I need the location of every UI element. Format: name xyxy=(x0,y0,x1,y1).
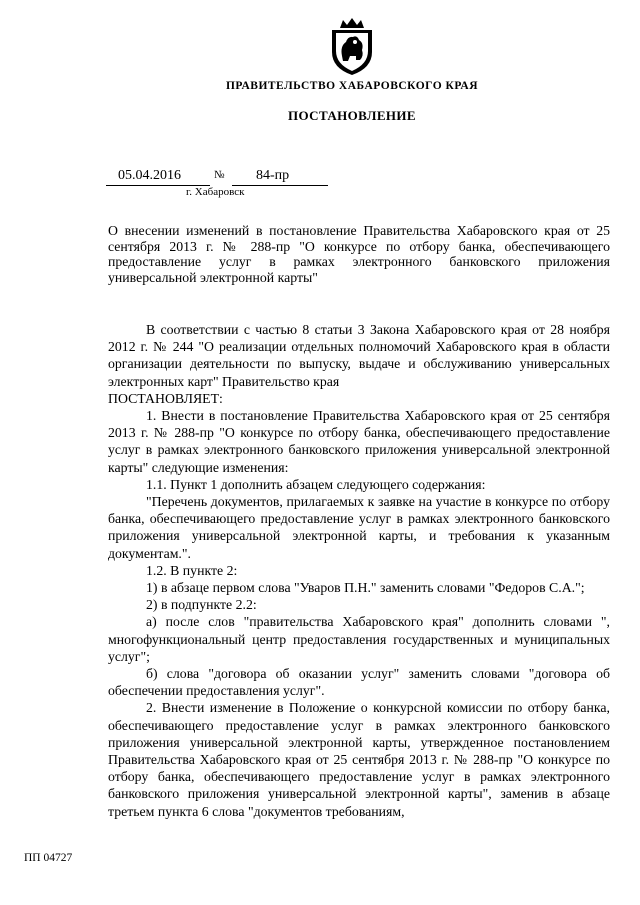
government-title: ПРАВИТЕЛЬСТВО ХАБАРОВСКОГО КРАЯ xyxy=(225,80,479,92)
date-number-line xyxy=(106,166,346,186)
document-type: ПОСТАНОВЛЕНИЕ xyxy=(287,108,417,123)
paragraph: В соответствии с частью 8 статьи 3 Закона Хабаровского края от 28 ноября 2012 г. № 244 "О реализации отдельных полномочий Хабаровского края в области организации деятельности по выпуску, выдаче и обслуживанию универсальных электронных карт" Правительство края xyxy=(108,322,610,389)
paragraph: 1) в абзаце первом слова "Уваров П.Н." заменить словами "Федоров С.А."; xyxy=(146,580,585,596)
paragraph: 1.2. В пункте 2: xyxy=(146,562,238,578)
paragraph: 2) в подпункте 2.2: xyxy=(146,597,257,613)
number-sign: № xyxy=(214,169,225,181)
paragraph: "Перечень документов, прилагаемых к заявке на участие в конкурсе по отбору банка, обеспечивающего предоставление услуг в рамках электронного банковского приложения универсальной электронной карты, и требования к указанным документам.". xyxy=(108,494,610,561)
paragraph: 1. Внести в постановление Правительства Хабаровского края от 25 сентября 2013 г. № 288-пр "О конкурсе по отбору банка, обеспечивающего предоставление услуг в рамках электронного банковского приложения универсальной электронной карты" следующие изменения: xyxy=(108,408,610,475)
decree-date: 05.04.2016 xyxy=(106,166,210,186)
paragraph: 2. Внести изменение в Положение о конкурсной комиссии по отбору банка, обеспечивающего предоставление услуг в рамках электронного банковского приложения универсальной электронной карты, утвержденное постановлением Правительства Хабаровского края от 25 сентября 2013 г. № 288-пр "О конкурсе по отбору банка, обеспечивающего предоставление услуг в рамках электронного банковского приложения универсальной электронной карты", заменив в абзаце третьем пункта 6 слова "документов требованиям, xyxy=(108,700,610,819)
decree-body xyxy=(108,321,610,820)
city: г. Хабаровск xyxy=(186,186,245,198)
paragraph: а) после слов "правительства Хабаровского края" дополнить словами ", многофункциональный центр предоставления государственных и муниципальных услуг"; xyxy=(108,614,610,664)
footer-code: ПП 04727 xyxy=(24,852,73,864)
decree-subject: О внесении изменений в постановление Правительства Хабаровского края от 25 сентября 2013 г. № 288-пр "О конкурсе по отбору банка, обеспечивающего предоставление услуг в рамках электронного банковского приложения универсальной электронной карты" xyxy=(108,223,610,285)
coat-of-arms-icon xyxy=(326,18,378,76)
paragraph: ПОСТАНОВЛЯЕТ: xyxy=(108,390,223,406)
decree-number: 84-пр xyxy=(232,166,328,186)
paragraph: 1.1. Пункт 1 дополнить абзацем следующего содержания: xyxy=(146,476,486,492)
paragraph: б) слова "договора об оказании услуг" заменить словами "договора об обеспечении предоставления услуг". xyxy=(108,666,610,699)
